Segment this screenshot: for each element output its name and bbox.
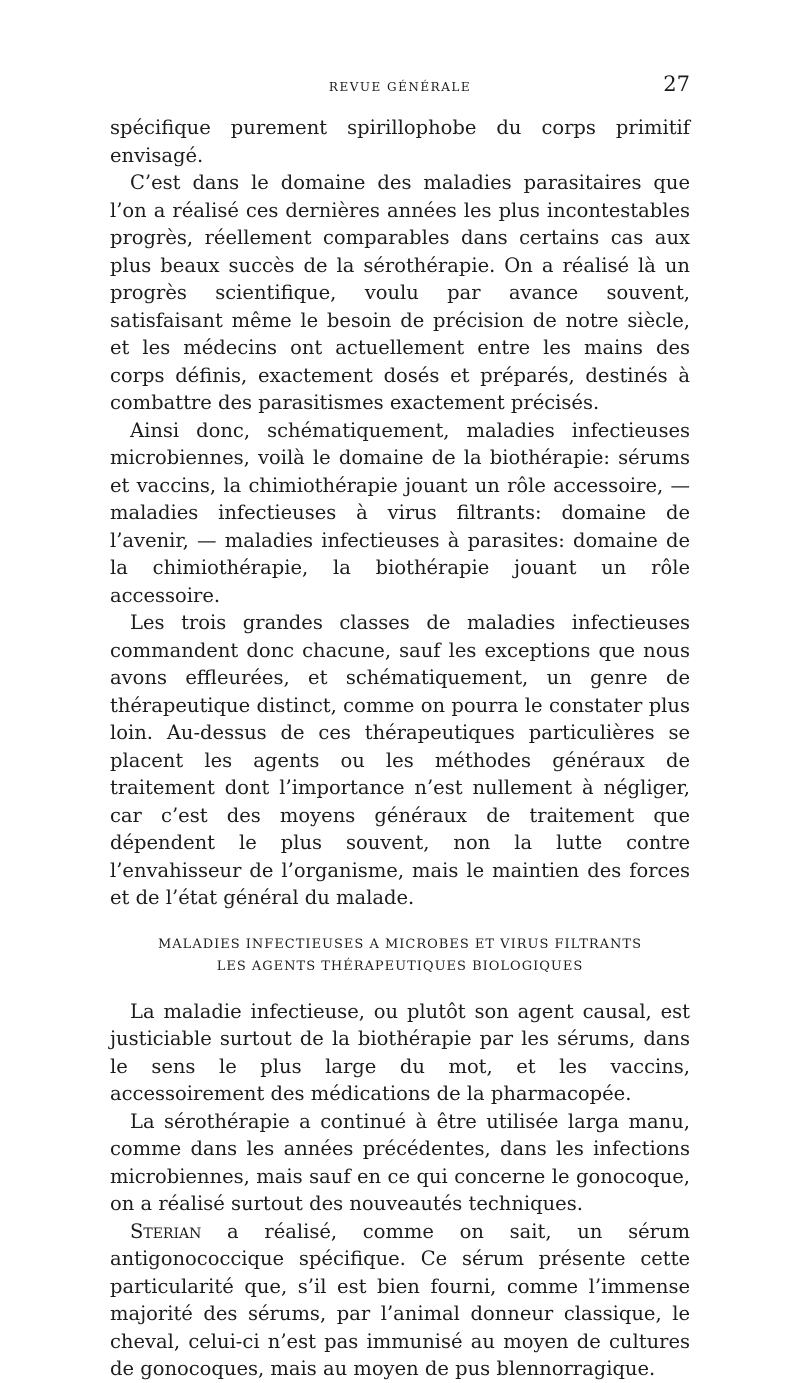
page <box>110 72 690 1383</box>
paragraph: C’est dans le domaine des maladies parasitaires que l’on a réalisé ces dernières années les plus incontestables progrès, réellement comparables dans certains cas aux plus beaux succès de la sérothérapie. On a réalisé là un progrès scientifique, voulu par avance souvent, satisfaisant même le besoin de précision de notre siècle, et les médecins ont actuellement entre les mains des corps définis, exactement dosés et préparés, destinés à combattre des parasitismes exactement précisés. <box>110 171 690 414</box>
running-header <box>110 72 690 100</box>
running-title: REVUE GÉNÉRALE <box>328 80 472 94</box>
section-heading <box>110 934 690 978</box>
page-number: 27 <box>663 72 690 96</box>
paragraph: La maladie infectieuse, ou plutôt son agent causal, est justiciable surtout de la biothérapie par les sérums, dans le sens le plus large du mot, et les vaccins, accessoirement des médications de la pharmacopée. <box>110 999 690 1105</box>
author-name: Sterian <box>130 1219 202 1243</box>
paragraph: Les trois grandes classes de maladies infectieuses commandent donc chacune, sauf les exceptions que nous avons effleurées, et schématiquement, un genre de thérapeutique distinct, comme on pourra le constater plus loin. Au-dessus de ces thérapeutiques particulières se placent les agents ou les méthodes généraux de traitement dont l’importance n’est nullement à négliger, car c’est des moyens généraux de traitement que dépendent le plus souvent, non la lutte contre l’envahisseur de l’organisme, mais le maintien des forces et de l’état général du malade. <box>110 611 690 909</box>
paragraph-continued: spécifique purement spirillophobe du corps primitif envisagé. <box>110 116 690 167</box>
paragraph: La sérothérapie a continué à être utilisée larga manu, comme dans les années précédentes, dans les infections microbiennes, mais sauf en ce qui concerne le gonocoque, on a réalisé surtout des nouveautés techniques. <box>110 1109 690 1215</box>
paragraph <box>110 1218 690 1383</box>
paragraph-text: a réalisé, comme on sait, un sérum antigonococcique spécifique. Ce sérum présente cette particularité que, s’il est bien fourni, comme l’immense majorité des sérums, par l’animal donneur classique, le cheval, celui-ci n’est pas immunisé au moyen de cultures de gonocoques, mais au moyen de pus blennorragique. <box>110 1219 690 1380</box>
paragraph: Ainsi donc, schématiquement, maladies infectieuses microbiennes, voilà le domaine de la biothérapie: sérums et vaccins, la chimiothérapie jouant un rôle accessoire, — maladies infectieuses à virus filtrants: domaine de l’avenir, — maladies infectieuses à parasites: domaine de la chimiothérapie, la biothérapie jouant un rôle accessoire. <box>110 418 690 607</box>
section-heading-line-2: LES AGENTS THÉRAPEUTIQUES BIOLOGIQUES <box>216 958 584 974</box>
section-heading-line-1: MALADIES INFECTIEUSES A MICROBES ET VIRUS FILTRANTS <box>157 936 643 952</box>
body-text <box>110 114 690 1383</box>
